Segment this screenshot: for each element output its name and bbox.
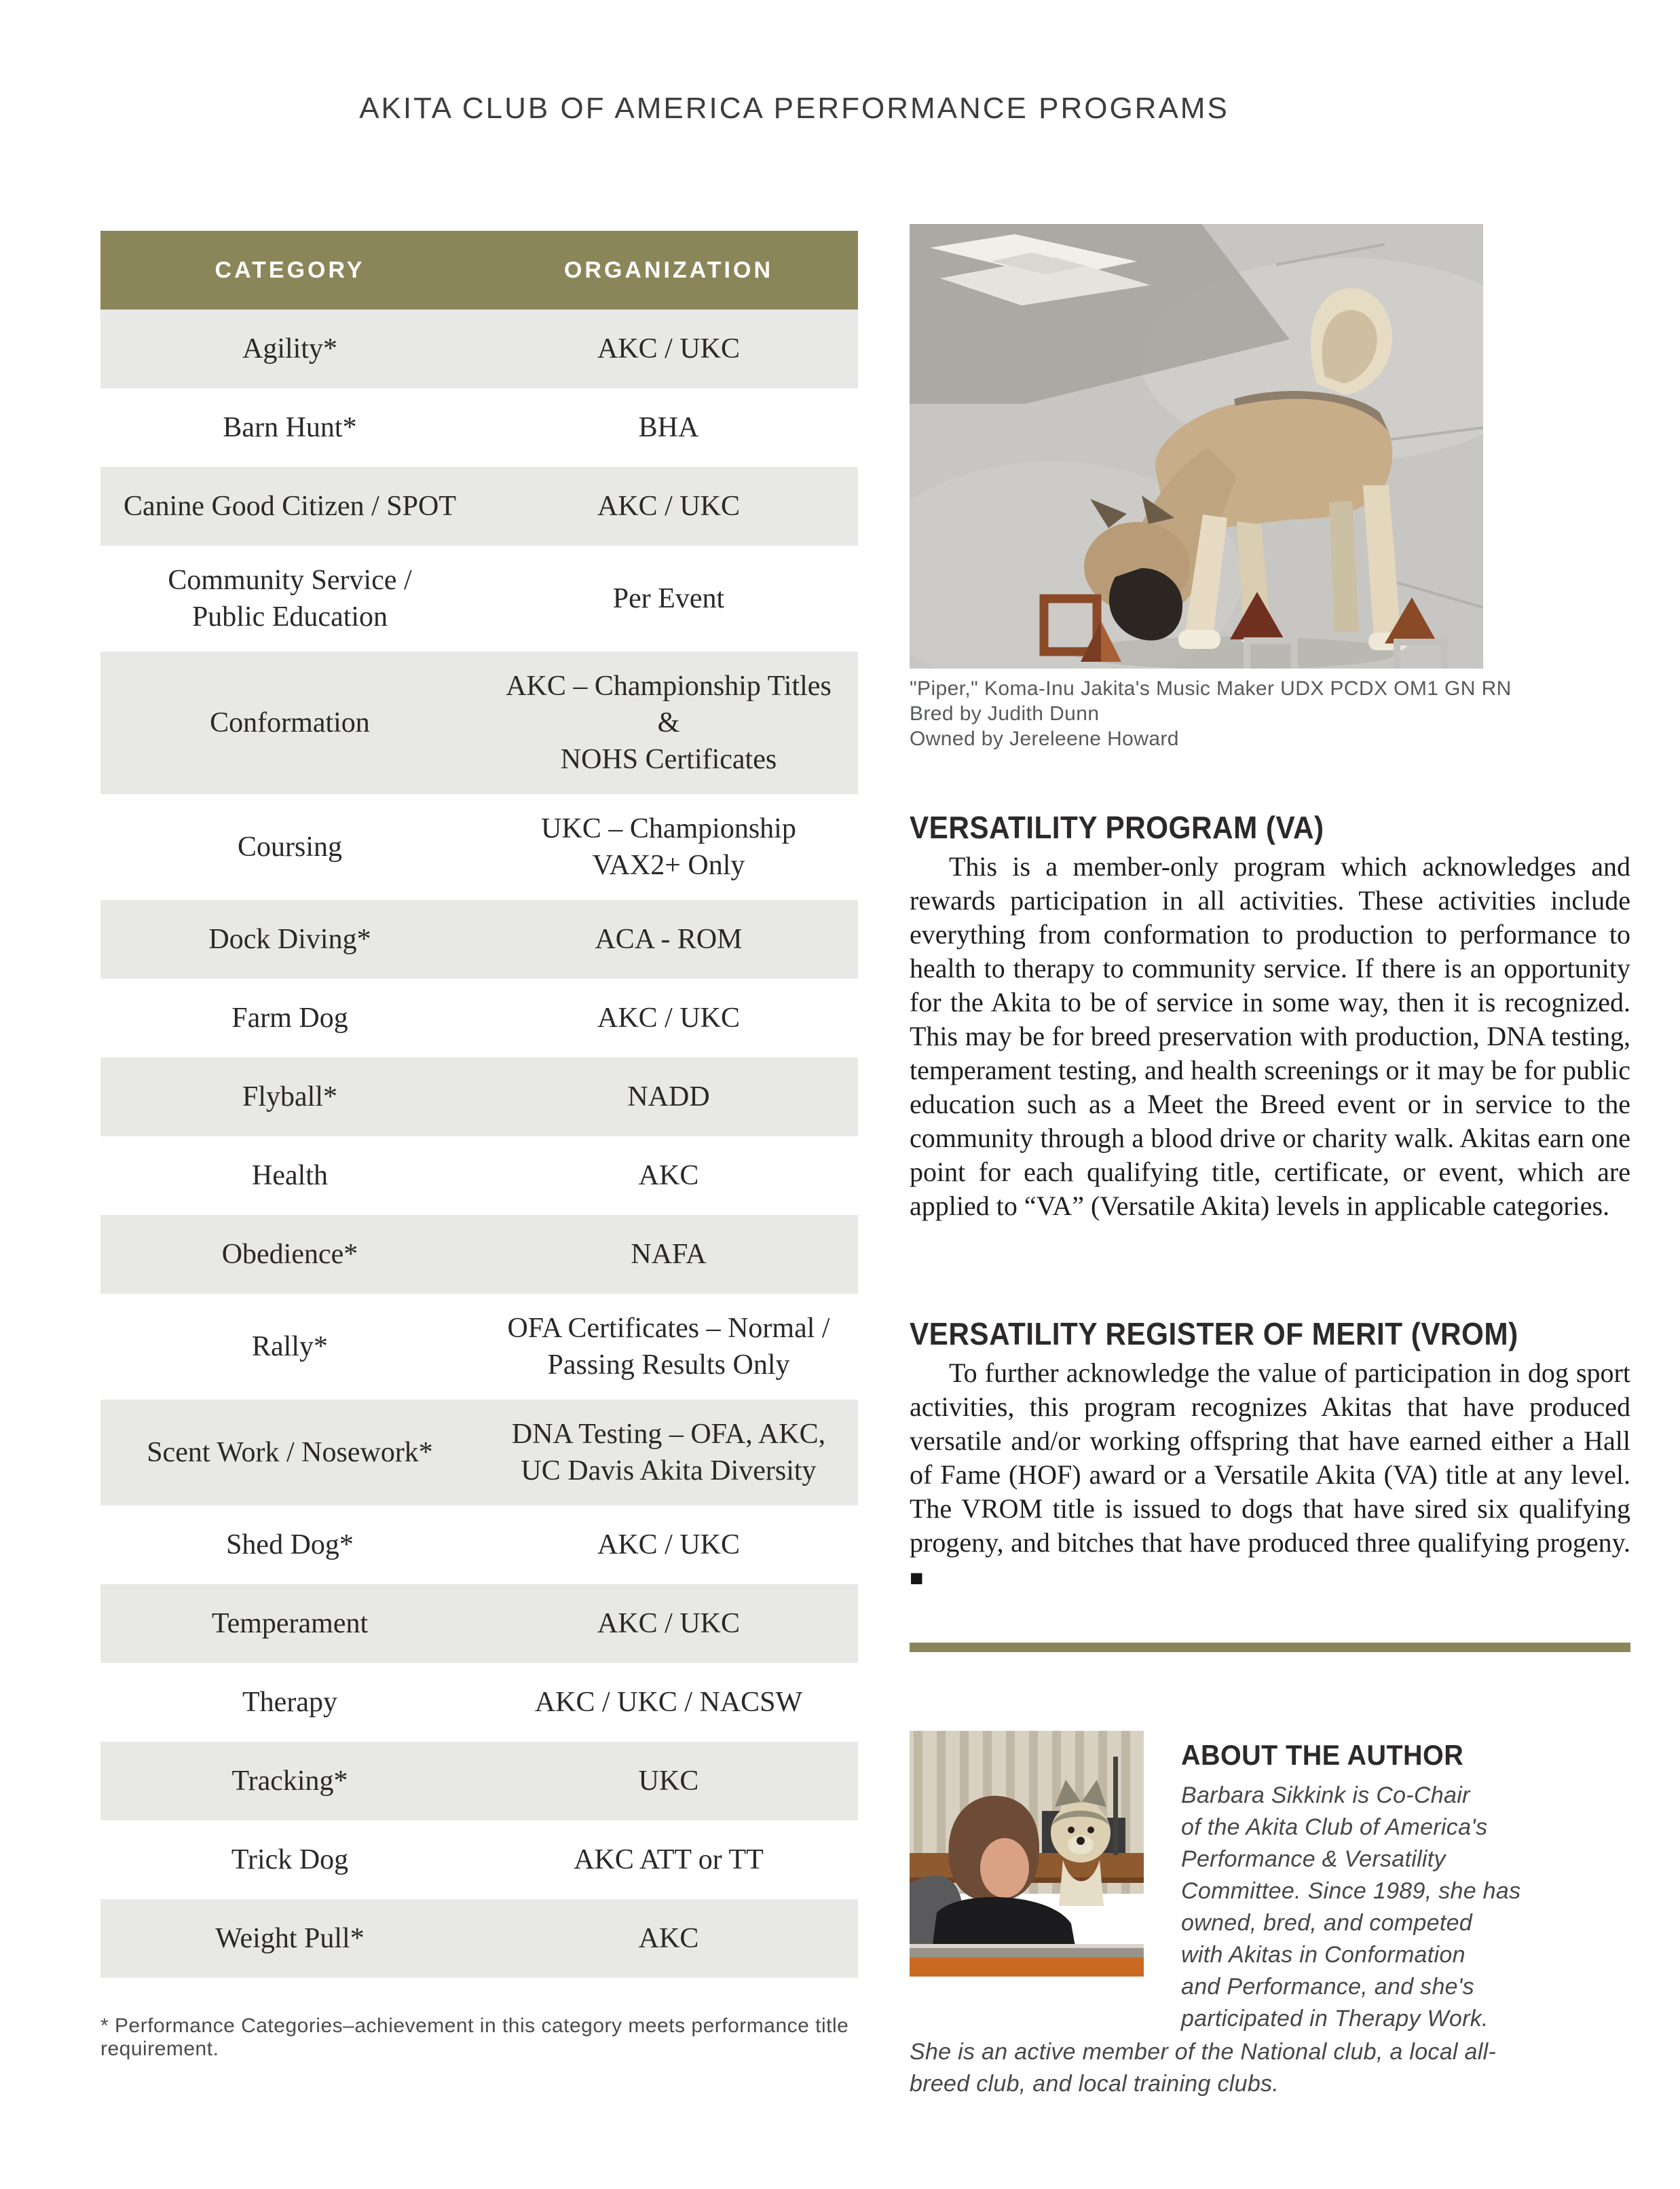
table-row <box>100 1136 858 1215</box>
organization-cell: DNA Testing – OFA, AKC, UC Davis Akita Diversity <box>511 1419 826 1486</box>
photo-caption-line: Owned by Jereleene Howard <box>910 728 1179 750</box>
table-header <box>100 231 858 310</box>
table-row <box>100 388 858 467</box>
table-row <box>100 979 858 1058</box>
organization-cell: OFA Certificates – Normal / Passing Results Only <box>507 1313 830 1381</box>
table-row <box>100 900 858 979</box>
organization-cell: AKC / UKC <box>597 491 741 522</box>
table-row <box>100 1584 858 1663</box>
category-cell: Therapy <box>242 1687 337 1718</box>
category-cell: Scent Work / Nosework* <box>147 1437 433 1468</box>
photo-caption-line: "Piper," Koma-Inu Jakita's Music Maker UDX PCDX OM1 GN RN <box>910 677 1512 700</box>
table-row <box>100 1215 858 1294</box>
section-divider <box>910 1643 1630 1652</box>
organization-cell: UKC – Championship VAX2+ Only <box>541 813 796 881</box>
organization-cell: AKC – Championship Titles & NOHS Certificates <box>506 671 832 775</box>
organization-cell: AKC <box>638 1160 699 1191</box>
table-row <box>100 467 858 546</box>
category-cell: Tracking* <box>231 1765 348 1797</box>
author-photo <box>910 1731 1144 1977</box>
category-cell: Shed Dog* <box>226 1529 354 1560</box>
table-row <box>100 546 858 652</box>
header-cell-organization: ORGANIZATION <box>563 257 773 283</box>
organization-cell: UKC <box>638 1765 699 1797</box>
category-cell: Trick Dog <box>231 1844 349 1875</box>
organization-cell: BHA <box>638 412 699 443</box>
end-of-article-marker: ■ <box>910 1566 924 1591</box>
table-row <box>100 1742 858 1820</box>
category-cell: Community Service / Public Education <box>168 565 412 633</box>
category-cell: Weight Pull* <box>215 1923 365 1954</box>
category-cell: Rally* <box>252 1331 328 1362</box>
category-cell: Conformation <box>210 707 370 738</box>
organization-cell: AKC / UKC <box>597 1608 741 1639</box>
performance-table <box>100 231 858 1978</box>
category-cell: Canine Good Citizen / SPOT <box>124 491 456 522</box>
section-heading-vrom: VERSATILITY REGISTER OF MERIT (VROM) <box>910 1316 1518 1351</box>
category-cell: Flyball* <box>242 1081 337 1112</box>
photo-caption-line: Bred by Judith Dunn <box>910 703 1100 725</box>
organization-cell: NADD <box>627 1081 710 1112</box>
dog-photo-illustration <box>910 224 1483 669</box>
organization-cell: AKC / UKC <box>597 1529 741 1560</box>
author-photo-illustration <box>910 1731 1144 1977</box>
table-row <box>100 1505 858 1584</box>
organization-cell: AKC ATT or TT <box>574 1844 764 1875</box>
category-cell: Health <box>252 1160 328 1191</box>
vrom-paragraph-text: To further acknowledge the value of participation in dog sport activities, this program recognizes Akitas that have produced versatile and/or working offspring that have earned either a Hall of Fame (HOF) award or a Versatile Akita (VA) title at any level. The VROM title is issued to dogs that have sired six qualifying progeny, and bitches that have produced three qualifying progeny. <box>910 1358 1630 1558</box>
table-row <box>100 310 858 388</box>
category-cell: Dock Diving* <box>208 924 371 955</box>
table-row <box>100 1400 858 1505</box>
organization-cell: NAFA <box>631 1239 707 1270</box>
category-cell: Temperament <box>211 1608 369 1639</box>
table-row <box>100 1294 858 1400</box>
organization-cell: AKC / UKC <box>597 333 741 364</box>
section-heading-va: VERSATILITY PROGRAM (VA) <box>910 810 1324 845</box>
table-row <box>100 794 858 900</box>
organization-cell: ACA - ROM <box>595 924 743 955</box>
category-cell: Agility* <box>242 333 337 364</box>
category-cell: Coursing <box>237 831 342 863</box>
table-footnote: * Performance Categories–achievement in this category meets performance title requirement. <box>100 2015 849 2060</box>
table-row <box>100 1663 858 1742</box>
organization-cell: AKC / UKC <box>597 1003 741 1034</box>
category-cell: Farm Dog <box>231 1003 348 1034</box>
organization-cell: AKC / UKC / NACSW <box>534 1687 803 1718</box>
about-heading: ABOUT THE AUTHOR <box>1181 1739 1464 1771</box>
category-cell: Obedience* <box>221 1239 358 1270</box>
table-body <box>100 310 858 1978</box>
photo-caption <box>910 676 1639 751</box>
table-row <box>100 1058 858 1136</box>
table-row <box>100 1820 858 1899</box>
organization-cell: Per Event <box>612 583 725 614</box>
category-cell: Barn Hunt* <box>223 412 357 443</box>
dog-photo <box>910 224 1483 669</box>
author-bio: Barbara Sikkink is Co-Chair of the Akita Club of America's Performance & Versatility Committee. Since 1989, she has owned, bred, and competed with Akitas in Conformation and Performance, and she's participated in Therapy Work. <box>1181 1782 1521 2032</box>
vrom-paragraph <box>910 1356 1630 1596</box>
author-bio-continued: She is an active member of the National club, a local all- breed club, and local training clubs. <box>910 2039 1497 2097</box>
organization-cell: AKC <box>638 1923 699 1954</box>
va-paragraph: This is a member-only program which acknowledges and rewards participation in all activities. These activities include everything from conformation to production to performance to health to therapy to community service. If there is an opportunity for the Akita to be of service in some way, then it is recognized. This may be for breed preservation with production, DNA testing, temperament testing, and health screenings or it may be for public education such as a Meet the Breed event or in service to the community through a blood drive or charity walk. Akitas earn one point for each qualifying title, certificate, or event, which are applied to “VA” (Versatile Akita) levels in applicable categories. <box>910 851 1630 1221</box>
header-cell-category: CATEGORY <box>214 257 365 283</box>
orange-floor-strip <box>910 1958 1144 1977</box>
page-title: AKITA CLUB OF AMERICA PERFORMANCE PROGRAMS <box>359 92 1229 125</box>
table-row <box>100 652 858 794</box>
table-row <box>100 1899 858 1978</box>
